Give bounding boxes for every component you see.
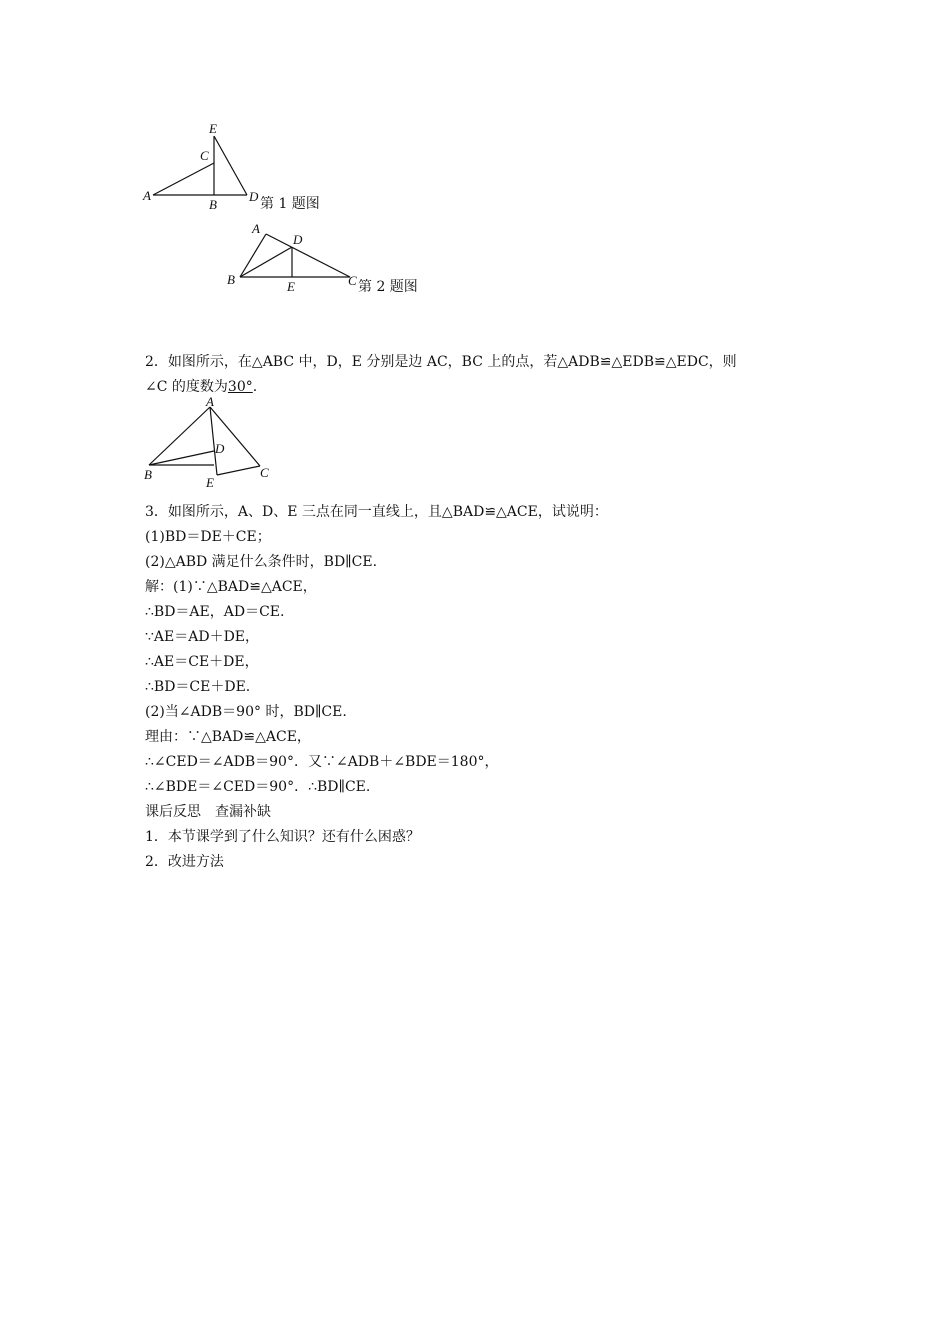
segment-ac (153, 163, 214, 195)
solution-line: ∴∠BDE＝∠CED＝90°．∴BD∥CE. (145, 779, 371, 795)
segment-bd (149, 451, 214, 465)
point-label-c: C (348, 273, 357, 288)
point-label-e: E (209, 121, 217, 136)
question-3-number: 3． (145, 504, 168, 520)
reflection-item-2-text: 改进方法 (167, 854, 224, 870)
solution-line: (2)当∠ADB＝90° 时，BD∥CE. (145, 704, 347, 720)
segment-ac (210, 407, 260, 466)
question-2-line-1 (145, 352, 737, 372)
point-label-b: B (227, 272, 235, 287)
segment-ab (149, 407, 210, 465)
figure-1-caption: 第 1 题图 (260, 196, 320, 212)
question-2-number: 2． (145, 354, 168, 370)
reflection-item-1-text: 本节课学到了什么知识？还有什么困惑？ (167, 829, 420, 845)
solution-line: 理由：∵△BAD≌△ACE， (145, 729, 311, 745)
reflection-item-1-number: 1． (145, 829, 168, 845)
question-2-prompt: ∠C 的度数为 (145, 379, 228, 395)
question-3-part-1: (1)BD＝DE＋CE； (145, 529, 271, 545)
figure-2-diagram (225, 220, 360, 295)
question-2-period: . (252, 379, 258, 395)
segment-bd (240, 247, 292, 277)
segment-ac (266, 234, 350, 277)
point-label-b: B (144, 467, 152, 482)
question-3-text: 如图所示，A、D、E 三点在同一直线上，且△BAD≌△ACE，试说明： (167, 504, 608, 520)
question-3-part-2: (2)△ABD 满足什么条件时，BD∥CE. (145, 554, 378, 570)
reflection-heading: 课后反思 查漏补缺 (145, 804, 271, 820)
question-2-text: 如图所示，在△ABC 中，D，E 分别是边 AC，BC 上的点，若△ADB≌△EDB≌△EDC，则 (167, 354, 737, 370)
point-label-c: C (200, 148, 209, 163)
point-label-b: B (209, 197, 217, 212)
point-label-e: E (206, 475, 214, 490)
point-label-e: E (287, 279, 295, 294)
segment-ed (214, 136, 247, 195)
question-2-line-2 (145, 377, 257, 397)
point-label-a: A (206, 394, 214, 409)
figure-3 (140, 395, 275, 490)
segment-ba (240, 234, 266, 277)
point-label-a: A (252, 221, 260, 236)
figure-1 (140, 118, 260, 213)
solution-line: ∴BD＝AE，AD＝CE. (145, 604, 285, 620)
figure-2-caption: 第 2 题图 (358, 279, 418, 295)
solution-line: ∴AE＝CE＋DE， (145, 654, 259, 670)
solution-line: 解：(1)∵△BAD≌△ACE， (145, 579, 317, 595)
question-3-line (145, 502, 608, 522)
question-2-answer: 30° (227, 379, 253, 395)
segment-ec (217, 466, 260, 475)
point-label-a: A (143, 188, 151, 203)
point-label-c: C (260, 465, 269, 480)
figure-2 (225, 220, 360, 295)
figure-1-diagram (140, 118, 260, 213)
point-label-d: D (293, 232, 303, 247)
point-label-d: D (249, 189, 259, 204)
solution-line: ∴BD＝CE＋DE. (145, 679, 251, 695)
reflection-item-1 (145, 827, 420, 847)
reflection-item-2-number: 2． (145, 854, 168, 870)
solution-line: ∴∠CED＝∠ADB＝90°．又∵∠ADB＋∠BDE＝180°， (145, 754, 499, 770)
reflection-item-2 (145, 852, 224, 872)
solution-line: ∵AE＝AD＋DE， (145, 629, 260, 645)
figure-3-diagram (140, 395, 275, 490)
point-label-d: D (215, 441, 225, 456)
